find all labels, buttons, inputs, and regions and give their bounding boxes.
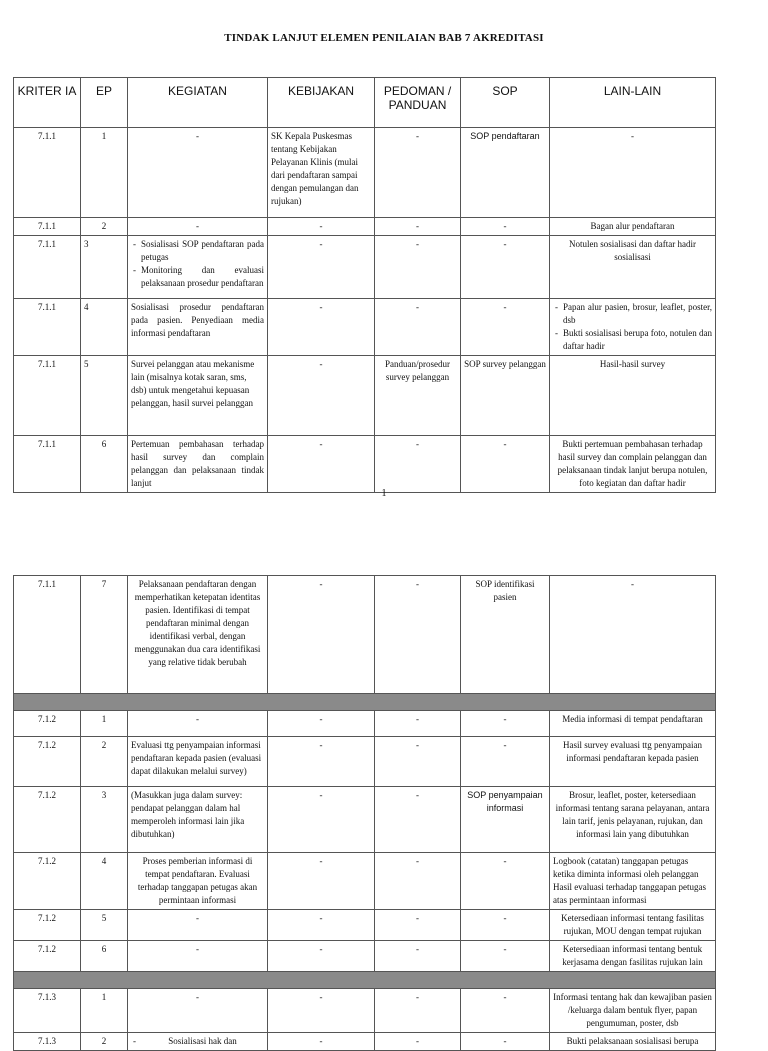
cell-ep: 2 [81,218,128,236]
cell-lain [550,299,716,356]
cell-kegiatan: Evaluasi ttg penyampaian informasi pendaftaran kepada pasien (evaluasi dapat dilakukan melalui survey) [128,737,268,787]
cell-lain: Hasil survey evaluasi ttg penyampaian informasi pendaftaran kepada pasien [550,737,716,787]
cell-sop: - [461,299,550,356]
cell-kegiatan: Pelaksanaan pendaftaran dengan memperhatikan ketepatan identitas pasien. Identifikasi di tempat pendaftaran minimal dengan identifikasi verbal, dengan menggunakan dua cara identifikasi yang relative tidak berubah [128,576,268,694]
evaluation-table-page-2 [13,575,716,1051]
table-row [14,941,716,972]
table-row [14,787,716,853]
cell-kriteria: 7.1.3 [14,1033,81,1051]
cell-kebijakan: SK Kepala Puskesmas tentang Kebijakan Pelayanan Klinis (mulai dari pendaftaran sampai dengan pemulangan dan rujukan) [268,128,375,218]
cell-kriteria: 7.1.1 [14,299,81,356]
cell-lain: - [550,128,716,218]
cell-lain: Ketersediaan informasi tentang bentuk kerjasama dengan fasilitas rujukan lain [550,941,716,972]
list-item: - Sosialisasi SOP pendaftaran pada petugas [141,238,264,264]
cell-pedoman: - [375,910,461,941]
cell-sop: - [461,989,550,1033]
cell-sop: - [461,218,550,236]
cell-kegiatan: - [128,218,268,236]
cell-kriteria: 7.1.2 [14,711,81,737]
cell-kebijakan: - [268,853,375,910]
cell-sop: SOP identifikasi pasien [461,576,550,694]
list-item: - Sosialisasi hak dan [141,1035,264,1048]
cell-pedoman: - [375,989,461,1033]
cell-kegiatan: Survei pelanggan atau mekanisme lain (misalnya kotak saran, sms, dsb) untuk mengetahui kepuasan pelanggan, hasil survei pelanggan [128,356,268,436]
cell-lain: Brosur, leaflet, poster, ketersediaan informasi tentang sarana pelayanan, antara lain tarif, jenis pelayanan, rujukan, dan informasi lain yang dibutuhkan [550,787,716,853]
cell-ep: 2 [81,1033,128,1051]
cell-kriteria: 7.1.2 [14,737,81,787]
cell-ep: 6 [81,436,128,493]
cell-ep: 4 [81,853,128,910]
cell-ep: 3 [81,236,128,299]
table-row [14,1033,716,1051]
cell-lain: Informasi tentang hak dan kewajiban pasien /keluarga dalam bentuk flyer, papan pengumuman, poster, dsb [550,989,716,1033]
cell-ep: 1 [81,711,128,737]
header-kriteria: KRITER IA [14,78,81,128]
cell-sop: - [461,910,550,941]
evaluation-table-page-1 [13,77,716,493]
table-row [14,436,716,493]
cell-kriteria: 7.1.1 [14,436,81,493]
cell-pedoman: - [375,853,461,910]
table-row [14,737,716,787]
cell-pedoman: - [375,236,461,299]
header-ep: EP [81,78,128,128]
table-row [14,711,716,737]
cell-pedoman: - [375,299,461,356]
section-separator [14,694,716,711]
header-kebijakan: KEBIJAKAN [268,78,375,128]
cell-sop: - [461,941,550,972]
cell-sop: - [461,737,550,787]
cell-kebijakan: - [268,356,375,436]
cell-kriteria: 7.1.1 [14,218,81,236]
cell-kebijakan: - [268,218,375,236]
cell-sop: - [461,1033,550,1051]
cell-kebijakan: - [268,787,375,853]
cell-sop: SOP survey pelanggan [461,356,550,436]
table-row [14,853,716,910]
cell-kriteria: 7.1.2 [14,910,81,941]
cell-lain: Bukti pertemuan pembahasan terhadap hasil survey dan complain pelanggan dan pelaksanaan tindak lanjut berupa notulen, foto kegiatan dan daftar hadir [550,436,716,493]
cell-kebijakan: - [268,737,375,787]
cell-kebijakan: - [268,1033,375,1051]
table-row [14,989,716,1033]
cell-kegiatan: - [128,941,268,972]
cell-pedoman: - [375,711,461,737]
cell-kriteria: 7.1.1 [14,236,81,299]
cell-pedoman: - [375,1033,461,1051]
table-row [14,910,716,941]
cell-lain: Hasil-hasil survey [550,356,716,436]
cell-kebijakan: - [268,299,375,356]
cell-ep: 5 [81,356,128,436]
table-row [14,299,716,356]
cell-kebijakan: - [268,436,375,493]
cell-kriteria: 7.1.2 [14,941,81,972]
table-row [14,128,716,218]
cell-kebijakan: - [268,711,375,737]
cell-sop: SOP pendaftaran [461,128,550,218]
header-pedoman: PEDOMAN / PANDUAN [375,78,461,128]
cell-ep: 1 [81,989,128,1033]
cell-pedoman: - [375,128,461,218]
table-row [14,356,716,436]
cell-kriteria: 7.1.3 [14,989,81,1033]
cell-sop: - [461,711,550,737]
list-item: - Monitoring dan evaluasi pelaksanaan prosedur pendaftaran [141,264,264,290]
cell-kebijakan: - [268,910,375,941]
cell-kriteria: 7.1.2 [14,853,81,910]
cell-kegiatan [128,236,268,299]
cell-kebijakan: - [268,576,375,694]
cell-pedoman: - [375,941,461,972]
cell-kriteria: 7.1.1 [14,576,81,694]
cell-ep: 4 [81,299,128,356]
cell-pedoman: - [375,787,461,853]
cell-lain: Bagan alur pendaftaran [550,218,716,236]
cell-kriteria: 7.1.2 [14,787,81,853]
cell-lain: Media informasi di tempat pendaftaran [550,711,716,737]
cell-kebijakan: - [268,941,375,972]
table-row [14,218,716,236]
cell-pedoman: - [375,436,461,493]
cell-lain: Bukti pelaksanaan sosialisasi berupa [550,1033,716,1051]
cell-sop: - [461,853,550,910]
cell-pedoman: - [375,576,461,694]
cell-kegiatan: - [128,910,268,941]
list-item: - Bukti sosialisasi berupa foto, notulen dan daftar hadir [563,327,712,353]
cell-kegiatan: - [128,989,268,1033]
cell-ep: 6 [81,941,128,972]
page-number: 1 [381,488,387,499]
cell-ep: 5 [81,910,128,941]
cell-ep: 2 [81,737,128,787]
cell-pedoman: Panduan/prosedur survey pelanggan [375,356,461,436]
table-row [14,576,716,694]
cell-pedoman: - [375,737,461,787]
header-sop: SOP [461,78,550,128]
section-separator [14,972,716,989]
cell-kegiatan: Pertemuan pembahasan terhadap hasil survey dan complain pelanggan dan pelaksanaan tindak lanjut [128,436,268,493]
list-item: - Papan alur pasien, brosur, leaflet, poster, dsb [563,301,712,327]
cell-kriteria: 7.1.1 [14,128,81,218]
cell-kebijakan: - [268,989,375,1033]
cell-kegiatan: Proses pemberian informasi di tempat pendaftaran. Evaluasi terhadap tanggapan petugas akan permintaan informasi [128,853,268,910]
cell-kriteria: 7.1.1 [14,356,81,436]
cell-ep: 7 [81,576,128,694]
cell-ep: 3 [81,787,128,853]
cell-pedoman: - [375,218,461,236]
document-title: TINDAK LANJUT ELEMEN PENILAIAN BAB 7 AKREDITASI [224,32,544,44]
header-kegiatan: KEGIATAN [128,78,268,128]
header-lain-lain: LAIN-LAIN [550,78,716,128]
cell-ep: 1 [81,128,128,218]
cell-kegiatan: - [128,711,268,737]
cell-kegiatan [128,1033,268,1051]
cell-lain: Ketersediaan informasi tentang fasilitas rujukan, MOU dengan tempat rujukan [550,910,716,941]
cell-lain: Notulen sosialisasi dan daftar hadir sosialisasi [550,236,716,299]
cell-kebijakan: - [268,236,375,299]
cell-sop: SOP penyampaian informasi [461,787,550,853]
cell-kegiatan: Sosialisasi prosedur pendaftaran pada pasien. Penyediaan media informasi pendaftaran [128,299,268,356]
cell-lain: Logbook (catatan) tanggapan petugas ketika diminta informasi oleh pelanggan Hasil evaluasi terhadap tanggapan petugas atas permintaan informasi [550,853,716,910]
cell-kegiatan: (Masukkan juga dalam survey: pendapat pelanggan dalam hal memperoleh informasi lain jika dibutuhkan) [128,787,268,853]
cell-sop: - [461,236,550,299]
table-header-row [14,78,716,128]
cell-sop: - [461,436,550,493]
table-row [14,236,716,299]
cell-kegiatan: - [128,128,268,218]
cell-lain: - [550,576,716,694]
